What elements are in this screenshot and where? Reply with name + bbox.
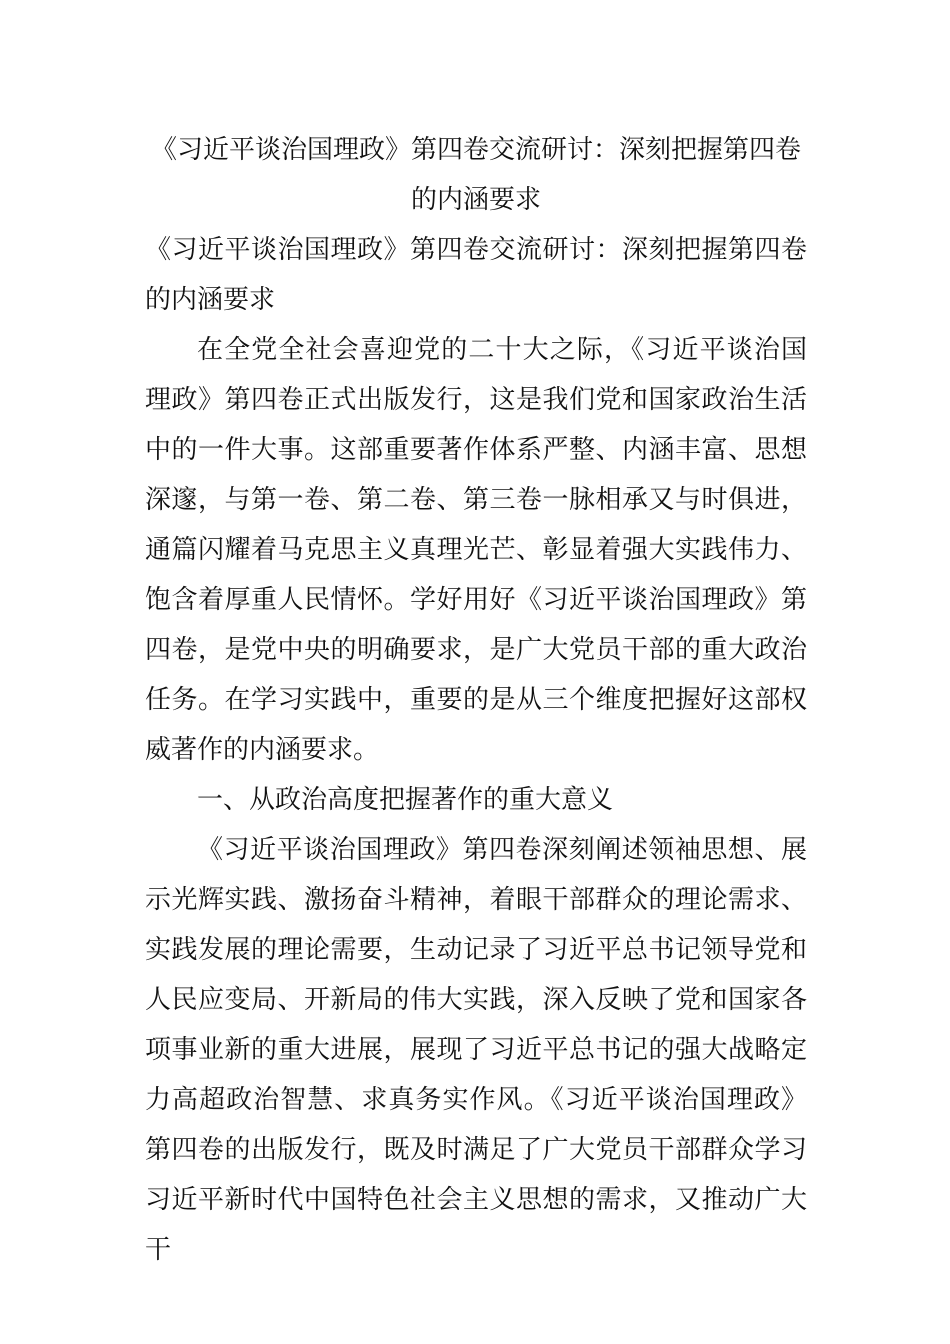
document-title: 《习近平谈治国理政》第四卷交流研讨：深刻把握第四卷的内涵要求	[150, 135, 801, 215]
paragraph-intro: 在全党全社会喜迎党的二十大之际，《习近平谈治国理政》第四卷正式出版发行，这是我们党和国家政治生活中的一件大事。这部重要著作体系严整、内涵丰富、思想深邃，与第一卷、第二卷、第三卷一脉相承又与时俱进，通篇闪耀着马克思主义真理光芒、彰显着强大实践伟力、饱含着厚重人民情怀。学好用好《习近平谈治国理政》第四卷，是党中央的明确要求，是广大党员干部的重大政治任务。在学习实践中，重要的是从三个维度把握好这部权威著作的内涵要求。	[145, 335, 807, 765]
document-body	[145, 125, 807, 1275]
document-subtitle: 《习近平谈治国理政》第四卷交流研讨：深刻把握第四卷的内涵要求	[145, 235, 807, 315]
section-heading-1: 一、从政治高度把握著作的重大意义	[197, 785, 614, 815]
paragraph-section-1: 《习近平谈治国理政》第四卷深刻阐述领袖思想、展示光辉实践、激扬奋斗精神，着眼干部群众的理论需求、实践发展的理论需要，生动记录了习近平总书记领导党和人民应变局、开新局的伟大实践，深入反映了党和国家各项事业新的重大进展，展现了习近平总书记的强大战略定力高超政治智慧、求真务实作风。《习近平谈治国理政》第四卷的出版发行，既及时满足了广大党员干部群众学习习近平新时代中国特色社会主义思想的需求，又推动广大干	[145, 835, 807, 1265]
